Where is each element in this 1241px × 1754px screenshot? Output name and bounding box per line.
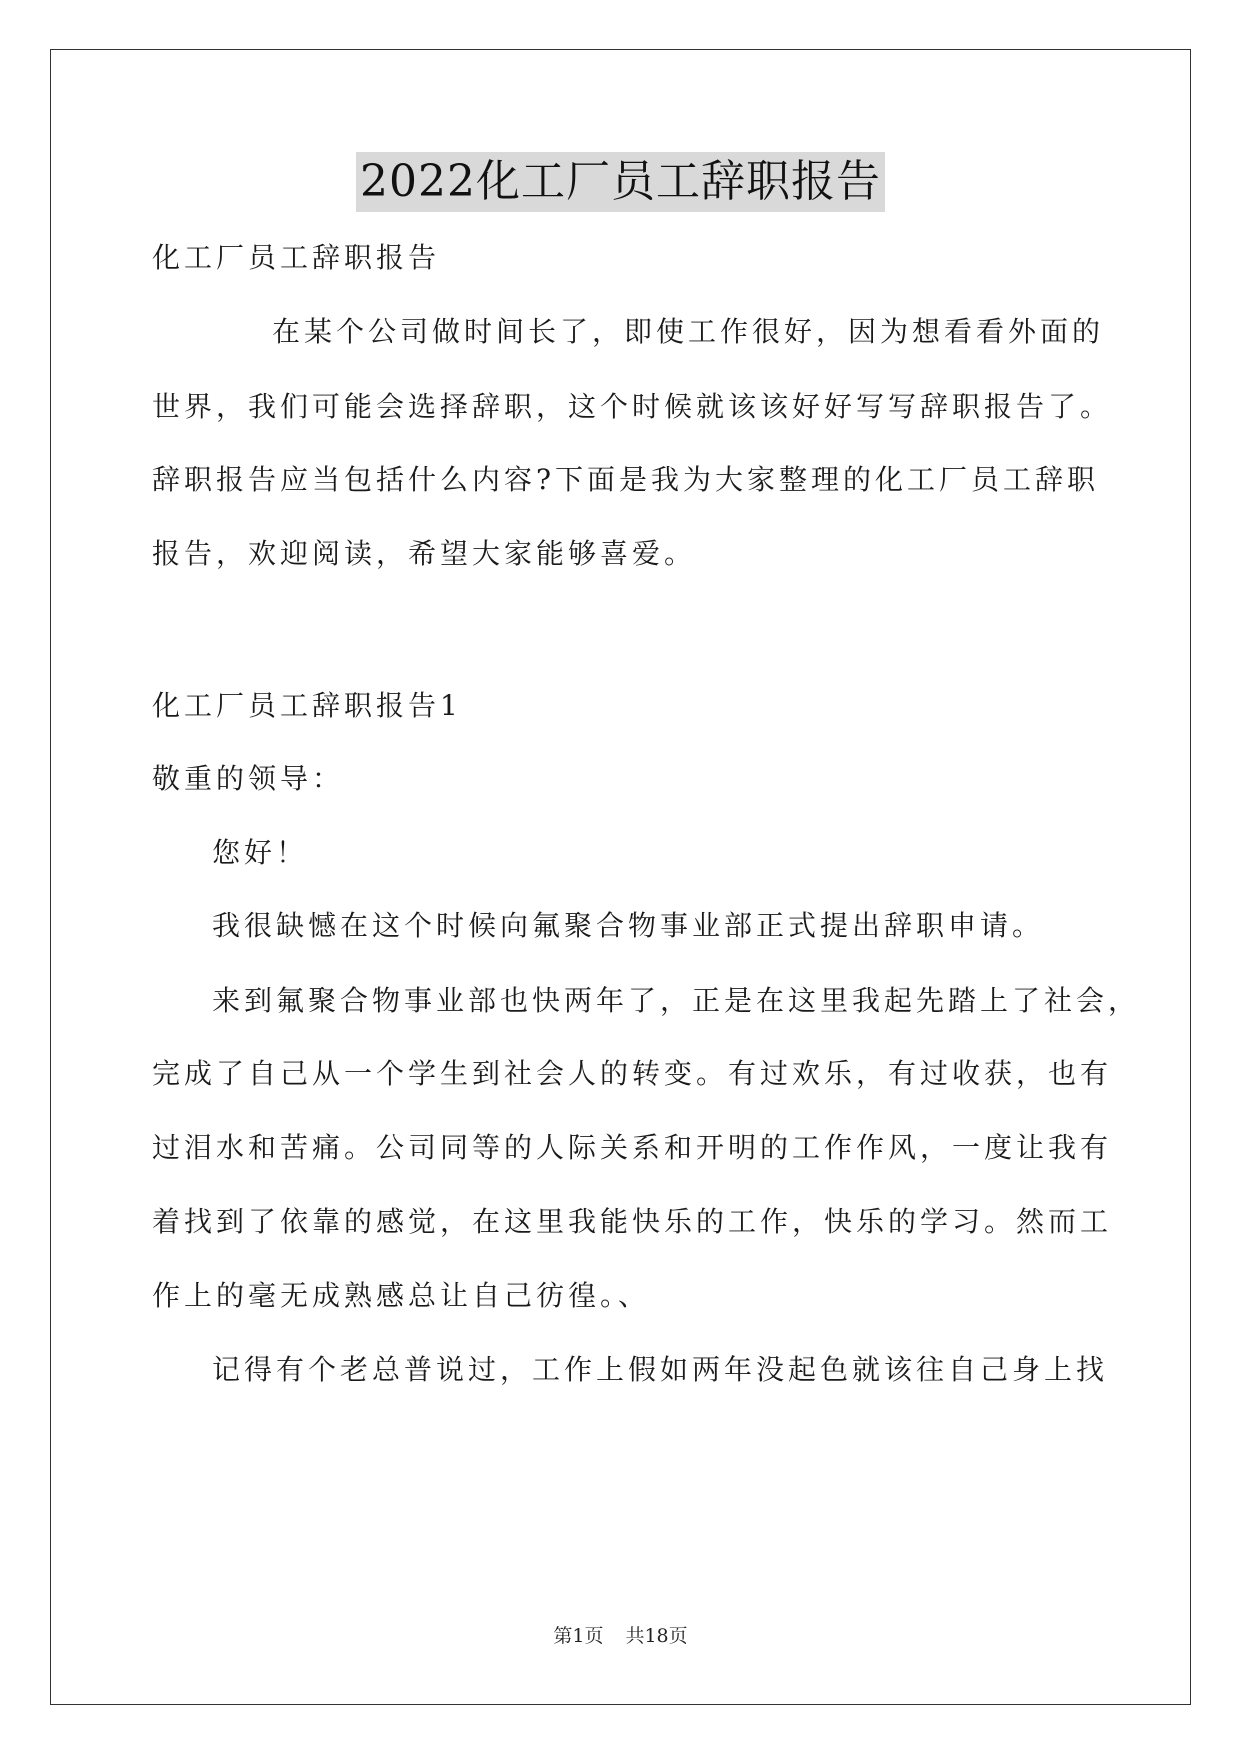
- page-total: 共18页: [625, 1625, 688, 1647]
- salutation: 敬重的领导：: [152, 762, 345, 795]
- body-line: 着找到了依靠的感觉，在这里我能快乐的工作，快乐的学习。然而工: [152, 1205, 1113, 1238]
- intro-line: 辞职报告应当包括什么内容?下面是我为大家整理的化工厂员工辞职: [152, 463, 1100, 496]
- intro-line: 报告，欢迎阅读，希望大家能够喜爱。: [152, 537, 697, 570]
- page-footer: [0, 1624, 1241, 1648]
- page-number: 第1页: [553, 1625, 604, 1647]
- page-border: [50, 49, 1191, 1705]
- body-line: 过泪水和苦痛。公司同等的人际关系和开明的工作作风，一度让我有: [152, 1131, 1113, 1164]
- body-line: 来到氟聚合物事业部也快两年了，正是在这里我起先踏上了社会，: [212, 984, 1141, 1017]
- body-line: 作上的毫无成熟感总让自己彷徨。、: [152, 1279, 651, 1312]
- greeting: 您好！: [212, 836, 309, 869]
- intro-line: 在某个公司做时间长了，即使工作很好，因为想看看外面的: [272, 315, 1105, 348]
- document-subtitle: 化工厂员工辞职报告: [152, 241, 441, 274]
- body-line: 我很缺憾在这个时候向氟聚合物事业部正式提出辞职申请。: [212, 909, 1045, 942]
- intro-line: 世界，我们可能会选择辞职，这个时候就该该好好写写辞职报告了。: [152, 390, 1113, 423]
- section-heading: 化工厂员工辞职报告1: [152, 689, 462, 722]
- title-container: [0, 152, 1241, 212]
- body-line: 完成了自己从一个学生到社会人的转变。有过欢乐，有过收获，也有: [152, 1057, 1113, 1090]
- document-title: 2022化工厂员工辞职报告: [356, 152, 885, 212]
- body-line: 记得有个老总普说过，工作上假如两年没起色就该往自己身上找: [212, 1353, 1109, 1386]
